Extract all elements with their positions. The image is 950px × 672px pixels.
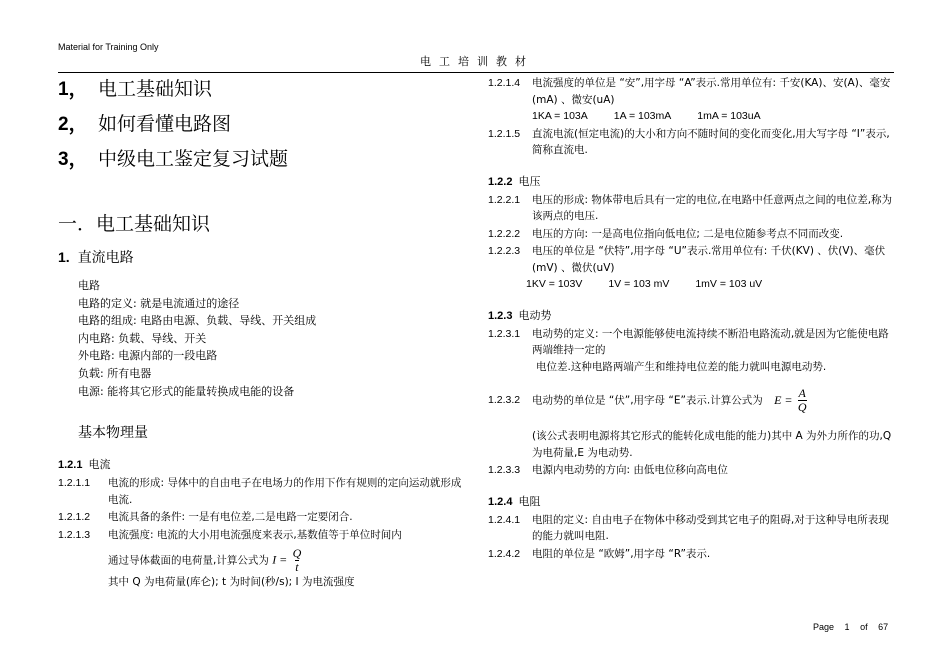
list-item: 电路的定义: 就是电流通过的途径 <box>78 296 240 310</box>
clause-text: 电流的形成: 导体中的自由电子在电场力的作用下作有规则的定向运动就形成电流. <box>108 477 462 506</box>
section-title <box>58 247 463 275</box>
clause-num: 1.2.1.2 <box>58 511 91 524</box>
clause-row <box>58 527 463 544</box>
toc-item <box>58 109 463 144</box>
unit-conversion: 1mA = 103uA <box>697 110 761 122</box>
toc-item <box>58 144 463 179</box>
clause-row <box>58 475 463 508</box>
clause-row <box>488 326 898 359</box>
emf-formula-text: 电动势的单位是 “伏”,用字母 “E”表示.计算公式为 <box>532 394 763 407</box>
basic-quantities-title: 基本物理量 <box>78 425 148 442</box>
emf-fraction <box>798 387 807 414</box>
fraction-denominator: t <box>295 560 299 575</box>
clause-row <box>58 509 463 526</box>
clause-num: 1.2.1.5 <box>488 127 521 140</box>
toc-num: 3， <box>58 149 88 170</box>
clause-num: 1.2.3.2 <box>488 394 521 407</box>
unit-conversion: 1mV = 103 uV <box>695 278 763 290</box>
unit-conversion: 1KV = 103V <box>526 278 583 290</box>
clause-text: 直流电流(恒定电流)的大小和方向不随时间的变化而变化,用大写字母 “I”表示,简称直流电. <box>532 127 890 156</box>
fraction-numerator: A <box>798 386 806 400</box>
clause-text <box>532 387 898 414</box>
chapter-title: 一．电工基础知识 <box>58 213 211 235</box>
circuit-list <box>58 277 463 400</box>
clause-num: 1.2.2.1 <box>488 193 521 206</box>
clause-num: 1.2.3.3 <box>488 464 521 476</box>
voltage-title: 电压 <box>518 174 541 188</box>
clause-text: 电阻的定义: 自由电子在物体中移动受到其它电子的阻碍,对于这种导电所表现的能力就叫电阻. <box>532 513 889 542</box>
emf-title: 电动势 <box>518 308 552 322</box>
clause-num: 1.2.4.2 <box>488 547 521 560</box>
emf-continuation: 电位差.这种电路两端产生和维持电位差的能力就叫电源电动势. <box>536 360 827 373</box>
voltage-num: 1.2.2 <box>488 175 513 188</box>
fraction-numerator: Q <box>292 546 302 561</box>
clause-row <box>488 126 898 159</box>
top-note: Material for Training Only <box>58 42 159 52</box>
clause-row <box>488 462 898 479</box>
clause-text: 电源内电动势的方向: 由低电位移向高电位 <box>532 464 728 476</box>
toc-text: 中级电工鉴定复习试题 <box>98 148 289 170</box>
toc-text: 如何看懂电路图 <box>98 113 232 135</box>
toc-num: 2， <box>58 114 88 135</box>
clause-text: 电压的单位是 “伏特”,用字母 “U”表示.常用单位有: 千伏(KV) 、伏(V)、毫伏(mV) 、微伏(uV) <box>532 245 886 274</box>
header-title: 电工培训教材 <box>420 55 534 68</box>
clause-row <box>488 192 898 225</box>
list-item: 内电路: 负载、导线、开关 <box>78 331 207 345</box>
clause-text: 电压的形成: 物体带电后具有一定的电位,在电路中任意两点之间的电位差,称为该两点的电压. <box>532 193 893 222</box>
clause-row <box>488 546 898 563</box>
formula-lhs: I = <box>272 552 288 567</box>
clause-text: 电压的方向: 一是高电位指向低电位; 二是电位随参考点不同而改变. <box>532 227 844 240</box>
emf-num: 1.2.3 <box>488 309 513 322</box>
list-item: 电路 <box>78 279 100 292</box>
voltage-units-line <box>488 276 898 293</box>
clause-text: 电动势的定义: 一个电源能够使电流持续不断沿电路流动,就是因为它能使电路两端维持一定的 <box>532 327 889 356</box>
toc-text: 电工基础知识 <box>98 78 213 100</box>
resistance-title: 电阻 <box>518 494 541 508</box>
fraction-denominator: Q <box>797 400 807 414</box>
clause-num: 1.2.3.1 <box>488 327 521 340</box>
page-number: 1 <box>844 622 850 632</box>
clause-num: 1.2.1.3 <box>58 528 91 541</box>
unit-conversion: 1A = 103mA <box>613 110 672 122</box>
list-item: 电源: 能将其它形式的能量转换成电能的设备 <box>78 384 295 398</box>
emf-formula-lhs: E = <box>774 392 793 407</box>
clause-num: 1.2.2.3 <box>488 245 521 257</box>
section-title-text: 直流电路 <box>77 250 134 266</box>
emf-heading <box>488 307 898 325</box>
toc-item <box>58 74 463 109</box>
clause-num: 1.2.2.2 <box>488 227 521 240</box>
current-heading <box>58 456 463 474</box>
clause-row <box>488 387 898 414</box>
current-title: 电流 <box>88 458 111 472</box>
current-formula-line <box>58 547 463 574</box>
current-fraction <box>293 547 302 574</box>
clause-num: 1.2.1.1 <box>58 477 91 490</box>
clause-num: 1.2.4.1 <box>488 513 521 526</box>
clause-row <box>488 75 898 108</box>
current-units-line <box>488 108 898 125</box>
clause-row <box>488 243 898 276</box>
clause-text: 电流强度: 电流的大小用电流强度来表示,基数值等于单位时间内 <box>108 528 402 541</box>
emf-note: (该公式表明电源将其它形式的能转化成电能的能力)其中 A 为外力所作的功,Q 为电荷量,E 为电动势. <box>532 430 892 459</box>
clause-row <box>488 226 898 243</box>
clause-text: 电流强度的单位是 “安”,用字母 “A”表示.常用单位有: 千安(KA)、安(A)、毫安(mA) 、微安(uA) <box>532 77 891 106</box>
toc-list <box>58 74 463 179</box>
right-column <box>488 74 898 562</box>
current-num: 1.2.1 <box>58 459 83 472</box>
page-footer <box>813 622 896 632</box>
toc-num: 1， <box>58 79 88 100</box>
list-item: 电路的组成: 电路由电源、负载、导线、开关组成 <box>78 314 317 328</box>
unit-conversion: 1KA = 103A <box>532 110 588 122</box>
header-rule <box>58 72 894 73</box>
clause-text: 电阻的单位是 “欧姆”,用字母 “R”表示. <box>532 547 711 560</box>
of-label: of <box>860 622 868 632</box>
resistance-num: 1.2.4 <box>488 495 513 508</box>
unit-conversion: 1V = 103 mV <box>608 278 670 290</box>
voltage-heading <box>488 173 898 191</box>
resistance-heading <box>488 493 898 511</box>
clause-row <box>488 512 898 545</box>
list-item: 负载: 所有电器 <box>78 366 152 380</box>
list-item: 外电路: 电源内部的一段电路 <box>78 349 218 363</box>
left-column <box>58 74 463 591</box>
page-label: Page <box>813 622 835 632</box>
formula-text: 通过导体截面的电荷量,计算公式为 <box>108 554 269 567</box>
section-num: 1. <box>58 249 70 265</box>
formula-note: 其中 Q 为电荷量(库仑); t 为时间(秒/s); I 为电流强度 <box>108 576 355 589</box>
clause-text: 电流具备的条件: 一是有电位差,二是电路一定要闭合. <box>108 511 353 524</box>
page-total: 67 <box>878 622 889 632</box>
clause-num: 1.2.1.4 <box>488 77 521 89</box>
